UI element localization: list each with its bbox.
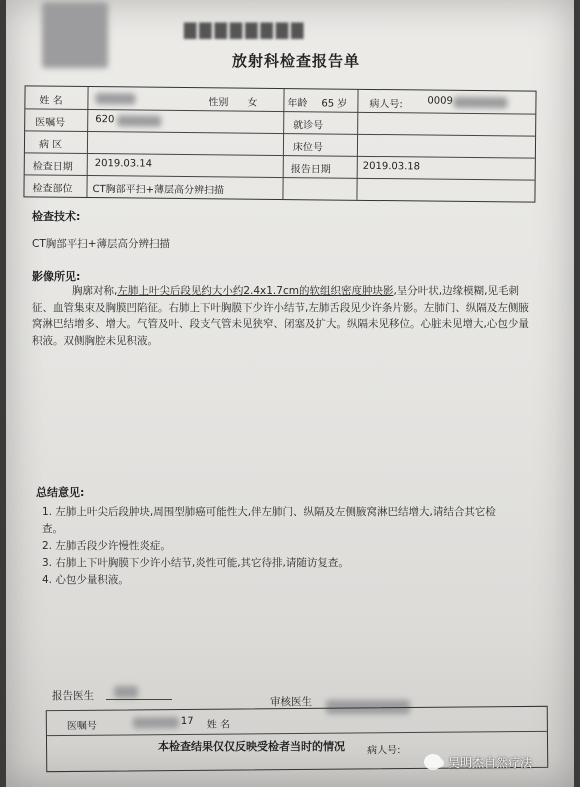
footer-patient-id-label: 病人号:: [367, 745, 401, 757]
footer-name-label: 姓 名: [206, 719, 231, 731]
gender-label: 性别: [208, 97, 229, 109]
conclusion-item-3: 3. 右肺上下叶胸膜下少许小结节,炎性可能,其它待排,请随访复查。: [42, 557, 349, 569]
footer-mrn-value: 17: [180, 715, 194, 728]
patient-name-redacted: [95, 93, 135, 104]
gender-value: 女: [247, 97, 258, 109]
ward-label: 病 区: [38, 139, 63, 151]
report-paper: [6, 0, 574, 787]
visit-label: 就诊号: [293, 120, 324, 132]
exam-part-value: CT胸部平扫+薄层高分辨扫描: [92, 184, 225, 197]
technique-heading: 检查技术:: [32, 210, 81, 223]
name-label: 姓 名: [39, 95, 63, 107]
findings-rest: ,呈分叶状,边缘模糊,见毛刺征、血管集束及胸膜凹陷征。右肺上下叶胸膜下少许小结节,左肺舌段见少许条片影。左肺门、纵隔及左侧腋窝淋巴结增多、增大。气管及叶、段支气管未见狭窄、闭塞及扩大。纵隔未见移位。心脏未见增大,心包少量积液。双侧胸腔未见积液。: [32, 285, 529, 347]
mrn-redacted: [117, 115, 161, 126]
report-doctor-label: 报告医生: [52, 690, 94, 702]
patient-id-value: 0009: [427, 95, 453, 107]
review-doctor-label: 审核医生: [270, 696, 312, 708]
patient-info-table: [23, 85, 536, 202]
hospital-name: ▇▇▇▇▇▇▇▇: [184, 20, 307, 39]
conclusion-item-4: 4. 心包少量积液。: [42, 574, 129, 586]
footer-mrn-redacted: [133, 717, 179, 728]
conclusion-heading: 总结意见:: [36, 486, 85, 499]
report-date-value: 2019.03.18: [362, 160, 421, 173]
exam-date-value: 2019.03.14: [94, 158, 153, 170]
report-title: 放射科检查报告单: [232, 52, 361, 70]
conclusion-item-1: 1. 左肺上叶尖后段肿块,周围型肺癌可能性大,伴左肺门、纵隔及左侧腋窝淋巴结增大,请结合其它检查。: [42, 506, 496, 535]
mrn-label: 医嘱号: [35, 117, 66, 129]
patient-id-label: 病人号:: [369, 98, 403, 111]
findings-lead: 胸廓对称,: [72, 285, 118, 297]
report-doctor-line: [106, 699, 172, 700]
conclusion-item-2: 2. 左肺舌段少许慢性炎症。: [42, 540, 171, 552]
findings-text: [32, 283, 532, 349]
findings-underlined: 左肺上叶尖后段见约大小约2.4x1.7cm的软组织密度肿块影: [117, 285, 394, 297]
technique-text: CT胸部平扫+薄层高分辨扫描: [32, 238, 171, 250]
age-value: 65 岁: [321, 98, 348, 110]
report-date-label: 报告日期: [290, 164, 331, 176]
mrn-value: 620: [95, 114, 115, 126]
bed-label: 床位号: [292, 142, 324, 154]
patient-id-redacted: [453, 97, 507, 109]
watermark-text: 吴明杰自然疗法: [448, 755, 533, 770]
hospital-logo: [42, 2, 108, 68]
footer-disclaimer: 本检查结果仅仅反映受检者当时的情况: [158, 740, 345, 753]
exam-date-label: 检查日期: [32, 161, 73, 173]
footer-mrn-label: 医嘱号: [66, 720, 97, 733]
age-label: 年龄: [287, 98, 308, 110]
findings-heading: 影像所见:: [32, 270, 81, 283]
exam-part-label: 检查部位: [32, 183, 73, 195]
wechat-icon: [424, 754, 442, 770]
report-doctor-signature: [114, 686, 138, 698]
wechat-watermark: [424, 750, 574, 774]
